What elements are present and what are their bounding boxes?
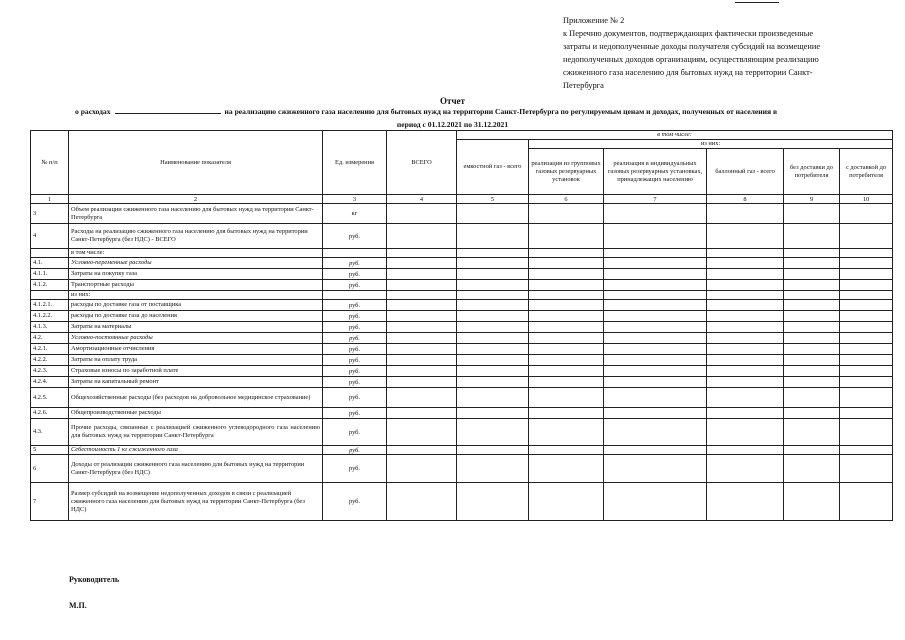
header-unit: Ед. измерения <box>323 131 387 195</box>
column-numbers-row <box>31 195 893 204</box>
value-cell[interactable] <box>529 311 604 322</box>
header-name: Наименование показателя <box>69 131 323 195</box>
row-number: 4.1.2.2. <box>31 311 69 322</box>
value-cell[interactable] <box>529 388 604 408</box>
value-cell[interactable] <box>840 269 893 280</box>
row-number: 4.2.1. <box>31 344 69 355</box>
value-cell[interactable] <box>604 300 707 311</box>
value-cell[interactable] <box>707 249 784 258</box>
table-row <box>31 344 893 355</box>
value-cell[interactable] <box>707 300 784 311</box>
row-number <box>31 249 69 258</box>
row-indicator-name: Себестоимость 1 кг сжиженного газа <box>69 446 323 455</box>
value-cell[interactable] <box>604 258 707 269</box>
value-cell[interactable] <box>840 291 893 300</box>
table-row <box>31 483 893 521</box>
value-cell[interactable] <box>840 355 893 366</box>
value-cell[interactable] <box>529 483 604 521</box>
top-rule <box>735 2 779 3</box>
row-number: 4.2.4. <box>31 377 69 388</box>
value-cell[interactable] <box>604 311 707 322</box>
row-indicator-name: Общепроизводственные расходы <box>69 408 323 419</box>
value-cell[interactable] <box>387 204 457 224</box>
appendix-line: Приложение № 2 <box>563 16 625 25</box>
row-indicator-name: Прочие расходы, связанные с реализацией сжиженного углеводородного газа населению для бытовых нужд на территории Санкт-Петербурга <box>69 419 323 446</box>
value-cell[interactable] <box>457 269 529 280</box>
value-cell[interactable] <box>784 344 840 355</box>
value-cell[interactable] <box>387 333 457 344</box>
value-cell[interactable] <box>457 258 529 269</box>
row-number: 4.1. <box>31 258 69 269</box>
row-number: 3 <box>31 204 69 224</box>
value-cell[interactable] <box>529 300 604 311</box>
value-cell[interactable] <box>784 311 840 322</box>
row-unit <box>323 291 387 300</box>
value-cell[interactable] <box>784 258 840 269</box>
value-cell[interactable] <box>457 322 529 333</box>
value-cell[interactable] <box>457 408 529 419</box>
value-cell[interactable] <box>840 333 893 344</box>
subtitle-prefix: о расходах <box>75 107 111 116</box>
appendix-line: затраты и недополученные доходы получателя субсидий на возмещение <box>563 42 821 51</box>
value-cell[interactable] <box>784 355 840 366</box>
row-number: 7 <box>31 483 69 521</box>
row-indicator-name: Размер субсидий на возмещение недополученных доходов в связи с реализацией сжиженного газа населению для бытовых нужд на территории Санкт-Петербурга (без НДС) <box>69 483 323 521</box>
row-indicator-name: Страховые взносы по заработной плате <box>69 366 323 377</box>
value-cell[interactable] <box>529 280 604 291</box>
value-cell[interactable] <box>387 408 457 419</box>
table-row <box>31 355 893 366</box>
value-cell[interactable] <box>604 419 707 446</box>
row-unit: руб. <box>323 366 387 377</box>
header-total: ВСЕГО <box>387 131 457 195</box>
value-cell[interactable] <box>457 483 529 521</box>
row-indicator-name: Условно-постоянные расходы <box>69 333 323 344</box>
value-cell[interactable] <box>387 258 457 269</box>
value-cell[interactable] <box>784 408 840 419</box>
row-indicator-name: Затраты на покупку газа <box>69 269 323 280</box>
value-cell[interactable] <box>529 355 604 366</box>
value-cell[interactable] <box>707 291 784 300</box>
value-cell[interactable] <box>457 388 529 408</box>
value-cell[interactable] <box>604 204 707 224</box>
row-indicator-name: расходы по доставке газа до населения <box>69 311 323 322</box>
row-indicator-name: Общехозяйственные расходы (без расходов на добровольное медицинское страхование) <box>69 388 323 408</box>
value-cell[interactable] <box>387 249 457 258</box>
value-cell[interactable] <box>840 322 893 333</box>
value-cell[interactable] <box>784 388 840 408</box>
table-row <box>31 322 893 333</box>
table-row <box>31 249 893 258</box>
header-group-installations: реализация из групповых газовых резервуарных установок <box>529 149 604 195</box>
column-number: 7 <box>604 195 707 204</box>
value-cell[interactable] <box>529 377 604 388</box>
table-row <box>31 204 893 224</box>
row-number: 4.2.3. <box>31 366 69 377</box>
table-row <box>31 280 893 291</box>
value-cell[interactable] <box>840 446 893 455</box>
value-cell[interactable] <box>529 204 604 224</box>
value-cell[interactable] <box>604 355 707 366</box>
row-unit: руб. <box>323 419 387 446</box>
value-cell[interactable] <box>840 344 893 355</box>
value-cell[interactable] <box>707 224 784 249</box>
row-indicator-name: Транспортные расходы <box>69 280 323 291</box>
blank-line <box>115 113 221 114</box>
row-unit: руб. <box>323 455 387 483</box>
value-cell[interactable] <box>529 419 604 446</box>
value-cell[interactable] <box>784 280 840 291</box>
value-cell[interactable] <box>707 322 784 333</box>
table-body <box>31 204 893 521</box>
row-number: 4 <box>31 224 69 249</box>
value-cell[interactable] <box>784 249 840 258</box>
value-cell[interactable] <box>529 333 604 344</box>
value-cell[interactable] <box>840 408 893 419</box>
value-cell[interactable] <box>387 388 457 408</box>
value-cell[interactable] <box>604 280 707 291</box>
row-number: 4.1.1. <box>31 269 69 280</box>
footer-head-label: Руководитель <box>69 575 120 584</box>
row-indicator-name: из них: <box>69 291 323 300</box>
row-number <box>31 291 69 300</box>
row-indicator-name: Затраты на оплату труда <box>69 355 323 366</box>
value-cell[interactable] <box>707 333 784 344</box>
column-number: 8 <box>707 195 784 204</box>
value-cell[interactable] <box>457 344 529 355</box>
value-cell[interactable] <box>784 333 840 344</box>
table-row <box>31 224 893 249</box>
row-unit: руб. <box>323 377 387 388</box>
row-unit: руб. <box>323 269 387 280</box>
value-cell[interactable] <box>387 224 457 249</box>
value-cell[interactable] <box>529 258 604 269</box>
value-cell[interactable] <box>529 269 604 280</box>
value-cell[interactable] <box>604 322 707 333</box>
value-cell[interactable] <box>457 249 529 258</box>
row-indicator-name: расходы по доставке газа от поставщика <box>69 300 323 311</box>
value-cell[interactable] <box>604 344 707 355</box>
value-cell[interactable] <box>707 311 784 322</box>
value-cell[interactable] <box>457 355 529 366</box>
row-unit: руб. <box>323 333 387 344</box>
value-cell[interactable] <box>529 408 604 419</box>
value-cell[interactable] <box>387 366 457 377</box>
row-unit: руб. <box>323 408 387 419</box>
value-cell[interactable] <box>457 446 529 455</box>
value-cell[interactable] <box>457 419 529 446</box>
report-period: период с 01.12.2021 по 31.12.2021 <box>396 120 509 129</box>
row-unit: руб. <box>323 300 387 311</box>
value-cell[interactable] <box>604 408 707 419</box>
value-cell[interactable] <box>784 377 840 388</box>
value-cell[interactable] <box>529 322 604 333</box>
column-number: 6 <box>529 195 604 204</box>
header-in-that-number: в том числе: <box>457 131 893 140</box>
value-cell[interactable] <box>707 258 784 269</box>
value-cell[interactable] <box>604 366 707 377</box>
header-tank-gas: емкостной газ - всего <box>457 140 529 195</box>
value-cell[interactable] <box>604 388 707 408</box>
row-number: 4.1.3. <box>31 322 69 333</box>
row-indicator-name: Доходы от реализации сжиженного газа населению для бытовых нужд на территории Санкт-Петербурга (без НДС) <box>69 455 323 483</box>
appendix-line: сжиженного газа населению для бытовых нужд на территории Санкт- <box>563 68 813 77</box>
value-cell[interactable] <box>784 366 840 377</box>
row-unit: руб. <box>323 483 387 521</box>
value-cell[interactable] <box>707 366 784 377</box>
appendix-line: к Перечню документов, подтверждающих фактически произведенные <box>563 29 814 38</box>
value-cell[interactable] <box>707 455 784 483</box>
value-cell[interactable] <box>707 377 784 388</box>
value-cell[interactable] <box>707 408 784 419</box>
value-cell[interactable] <box>529 446 604 455</box>
row-unit: руб. <box>323 311 387 322</box>
value-cell[interactable] <box>387 377 457 388</box>
value-cell[interactable] <box>784 483 840 521</box>
row-number: 5 <box>31 446 69 455</box>
row-indicator-name: Объем реализации сжиженного газа населению для бытовых нужд на территории Санкт-Петербурга <box>69 204 323 224</box>
value-cell[interactable] <box>529 344 604 355</box>
value-cell[interactable] <box>457 366 529 377</box>
table-row <box>31 446 893 455</box>
value-cell[interactable] <box>387 311 457 322</box>
row-unit: руб. <box>323 388 387 408</box>
row-number: 6 <box>31 455 69 483</box>
value-cell[interactable] <box>840 366 893 377</box>
row-indicator-name: Условно-переменные расходы <box>69 258 323 269</box>
table-row <box>31 258 893 269</box>
report-subtitle <box>75 107 895 117</box>
row-unit: руб. <box>323 322 387 333</box>
value-cell[interactable] <box>529 249 604 258</box>
row-number: 4.2.6. <box>31 408 69 419</box>
value-cell[interactable] <box>784 204 840 224</box>
value-cell[interactable] <box>604 455 707 483</box>
value-cell[interactable] <box>387 291 457 300</box>
column-number: 5 <box>457 195 529 204</box>
value-cell[interactable] <box>387 419 457 446</box>
value-cell[interactable] <box>604 269 707 280</box>
row-unit: руб. <box>323 280 387 291</box>
appendix-note <box>563 14 893 92</box>
value-cell[interactable] <box>840 204 893 224</box>
value-cell[interactable] <box>840 280 893 291</box>
row-number: 4.2.5. <box>31 388 69 408</box>
value-cell[interactable] <box>840 455 893 483</box>
table-row <box>31 366 893 377</box>
value-cell[interactable] <box>784 455 840 483</box>
value-cell[interactable] <box>457 291 529 300</box>
column-number: 1 <box>31 195 69 204</box>
value-cell[interactable] <box>604 291 707 300</box>
value-cell[interactable] <box>387 446 457 455</box>
value-cell[interactable] <box>457 377 529 388</box>
value-cell[interactable] <box>840 224 893 249</box>
value-cell[interactable] <box>840 311 893 322</box>
value-cell[interactable] <box>784 322 840 333</box>
appendix-line: недополученных доходов организациям, осуществляющим реализацию <box>563 55 819 64</box>
header-of-them: из них: <box>529 140 893 149</box>
value-cell[interactable] <box>840 258 893 269</box>
table-row <box>31 419 893 446</box>
subtitle-suffix: на реализацию сжиженного газа населению для бытовых нужд на территории Санкт-Петербурга по регулируемым ценам и доходах, полученных от населения в <box>224 107 778 116</box>
value-cell[interactable] <box>387 355 457 366</box>
value-cell[interactable] <box>840 419 893 446</box>
row-unit: руб. <box>323 224 387 249</box>
row-number: 4.2. <box>31 333 69 344</box>
header-no: № п/п <box>31 131 69 195</box>
value-cell[interactable] <box>387 344 457 355</box>
column-number: 10 <box>840 195 893 204</box>
value-cell[interactable] <box>457 204 529 224</box>
value-cell[interactable] <box>784 446 840 455</box>
row-unit: руб. <box>323 355 387 366</box>
value-cell[interactable] <box>840 388 893 408</box>
value-cell[interactable] <box>387 455 457 483</box>
row-unit: руб. <box>323 344 387 355</box>
value-cell[interactable] <box>457 333 529 344</box>
value-cell[interactable] <box>457 224 529 249</box>
table-row <box>31 311 893 322</box>
column-number: 9 <box>784 195 840 204</box>
value-cell[interactable] <box>707 280 784 291</box>
row-number: 4.3. <box>31 419 69 446</box>
value-cell[interactable] <box>707 269 784 280</box>
value-cell[interactable] <box>707 204 784 224</box>
value-cell[interactable] <box>784 419 840 446</box>
value-cell[interactable] <box>707 355 784 366</box>
table-row <box>31 388 893 408</box>
header-with-delivery: с доставкой до потребителя <box>840 149 893 195</box>
table-row <box>31 408 893 419</box>
value-cell[interactable] <box>784 224 840 249</box>
table-row <box>31 291 893 300</box>
value-cell[interactable] <box>707 388 784 408</box>
value-cell[interactable] <box>604 446 707 455</box>
row-unit: руб. <box>323 446 387 455</box>
row-indicator-name: Затраты на капитальный ремонт <box>69 377 323 388</box>
column-number: 4 <box>387 195 457 204</box>
value-cell[interactable] <box>529 291 604 300</box>
value-cell[interactable] <box>604 249 707 258</box>
value-cell[interactable] <box>457 300 529 311</box>
row-indicator-name: Расходы на реализацию сжиженного газа населению для бытовых нужд на территории Санкт-Петербурга (без НДС) - ВСЕГО <box>69 224 323 249</box>
header-individual-installations: реализация в индивидуальных газовых резервуарных установках, принадлежащих населению <box>604 149 707 195</box>
value-cell[interactable] <box>604 224 707 249</box>
value-cell[interactable] <box>387 280 457 291</box>
value-cell[interactable] <box>840 249 893 258</box>
value-cell[interactable] <box>387 269 457 280</box>
value-cell[interactable] <box>387 483 457 521</box>
row-number: 4.1.2.1. <box>31 300 69 311</box>
value-cell[interactable] <box>604 483 707 521</box>
value-cell[interactable] <box>707 446 784 455</box>
table-row <box>31 333 893 344</box>
value-cell[interactable] <box>529 366 604 377</box>
value-cell[interactable] <box>840 483 893 521</box>
value-cell[interactable] <box>784 269 840 280</box>
row-number: 4.2.2. <box>31 355 69 366</box>
report-title: Отчет <box>440 96 465 106</box>
row-indicator-name: Амортизационные отчисления <box>69 344 323 355</box>
value-cell[interactable] <box>707 344 784 355</box>
table-row <box>31 377 893 388</box>
value-cell[interactable] <box>784 300 840 311</box>
row-unit: руб. <box>323 258 387 269</box>
header-cylinder-gas: баллонный газ - всего <box>707 149 784 195</box>
value-cell[interactable] <box>529 224 604 249</box>
appendix-line: Петербурга <box>563 81 604 90</box>
column-number: 3 <box>323 195 387 204</box>
value-cell[interactable] <box>387 300 457 311</box>
column-number: 2 <box>69 195 323 204</box>
value-cell[interactable] <box>604 333 707 344</box>
value-cell[interactable] <box>840 377 893 388</box>
footer-stamp-label: М.П. <box>69 601 87 610</box>
report-table <box>30 130 893 521</box>
value-cell[interactable] <box>840 300 893 311</box>
value-cell[interactable] <box>457 311 529 322</box>
row-indicator-name: Затраты на материалы <box>69 322 323 333</box>
value-cell[interactable] <box>529 455 604 483</box>
value-cell[interactable] <box>457 280 529 291</box>
value-cell[interactable] <box>784 291 840 300</box>
row-unit <box>323 249 387 258</box>
value-cell[interactable] <box>387 322 457 333</box>
value-cell[interactable] <box>604 377 707 388</box>
row-number: 4.1.2. <box>31 280 69 291</box>
row-unit: кг <box>323 204 387 224</box>
table-row <box>31 455 893 483</box>
header-without-delivery: без доставки до потребителя <box>784 149 840 195</box>
table-row <box>31 269 893 280</box>
table-row <box>31 300 893 311</box>
row-indicator-name: в том числе: <box>69 249 323 258</box>
value-cell[interactable] <box>457 455 529 483</box>
value-cell[interactable] <box>707 419 784 446</box>
value-cell[interactable] <box>707 483 784 521</box>
